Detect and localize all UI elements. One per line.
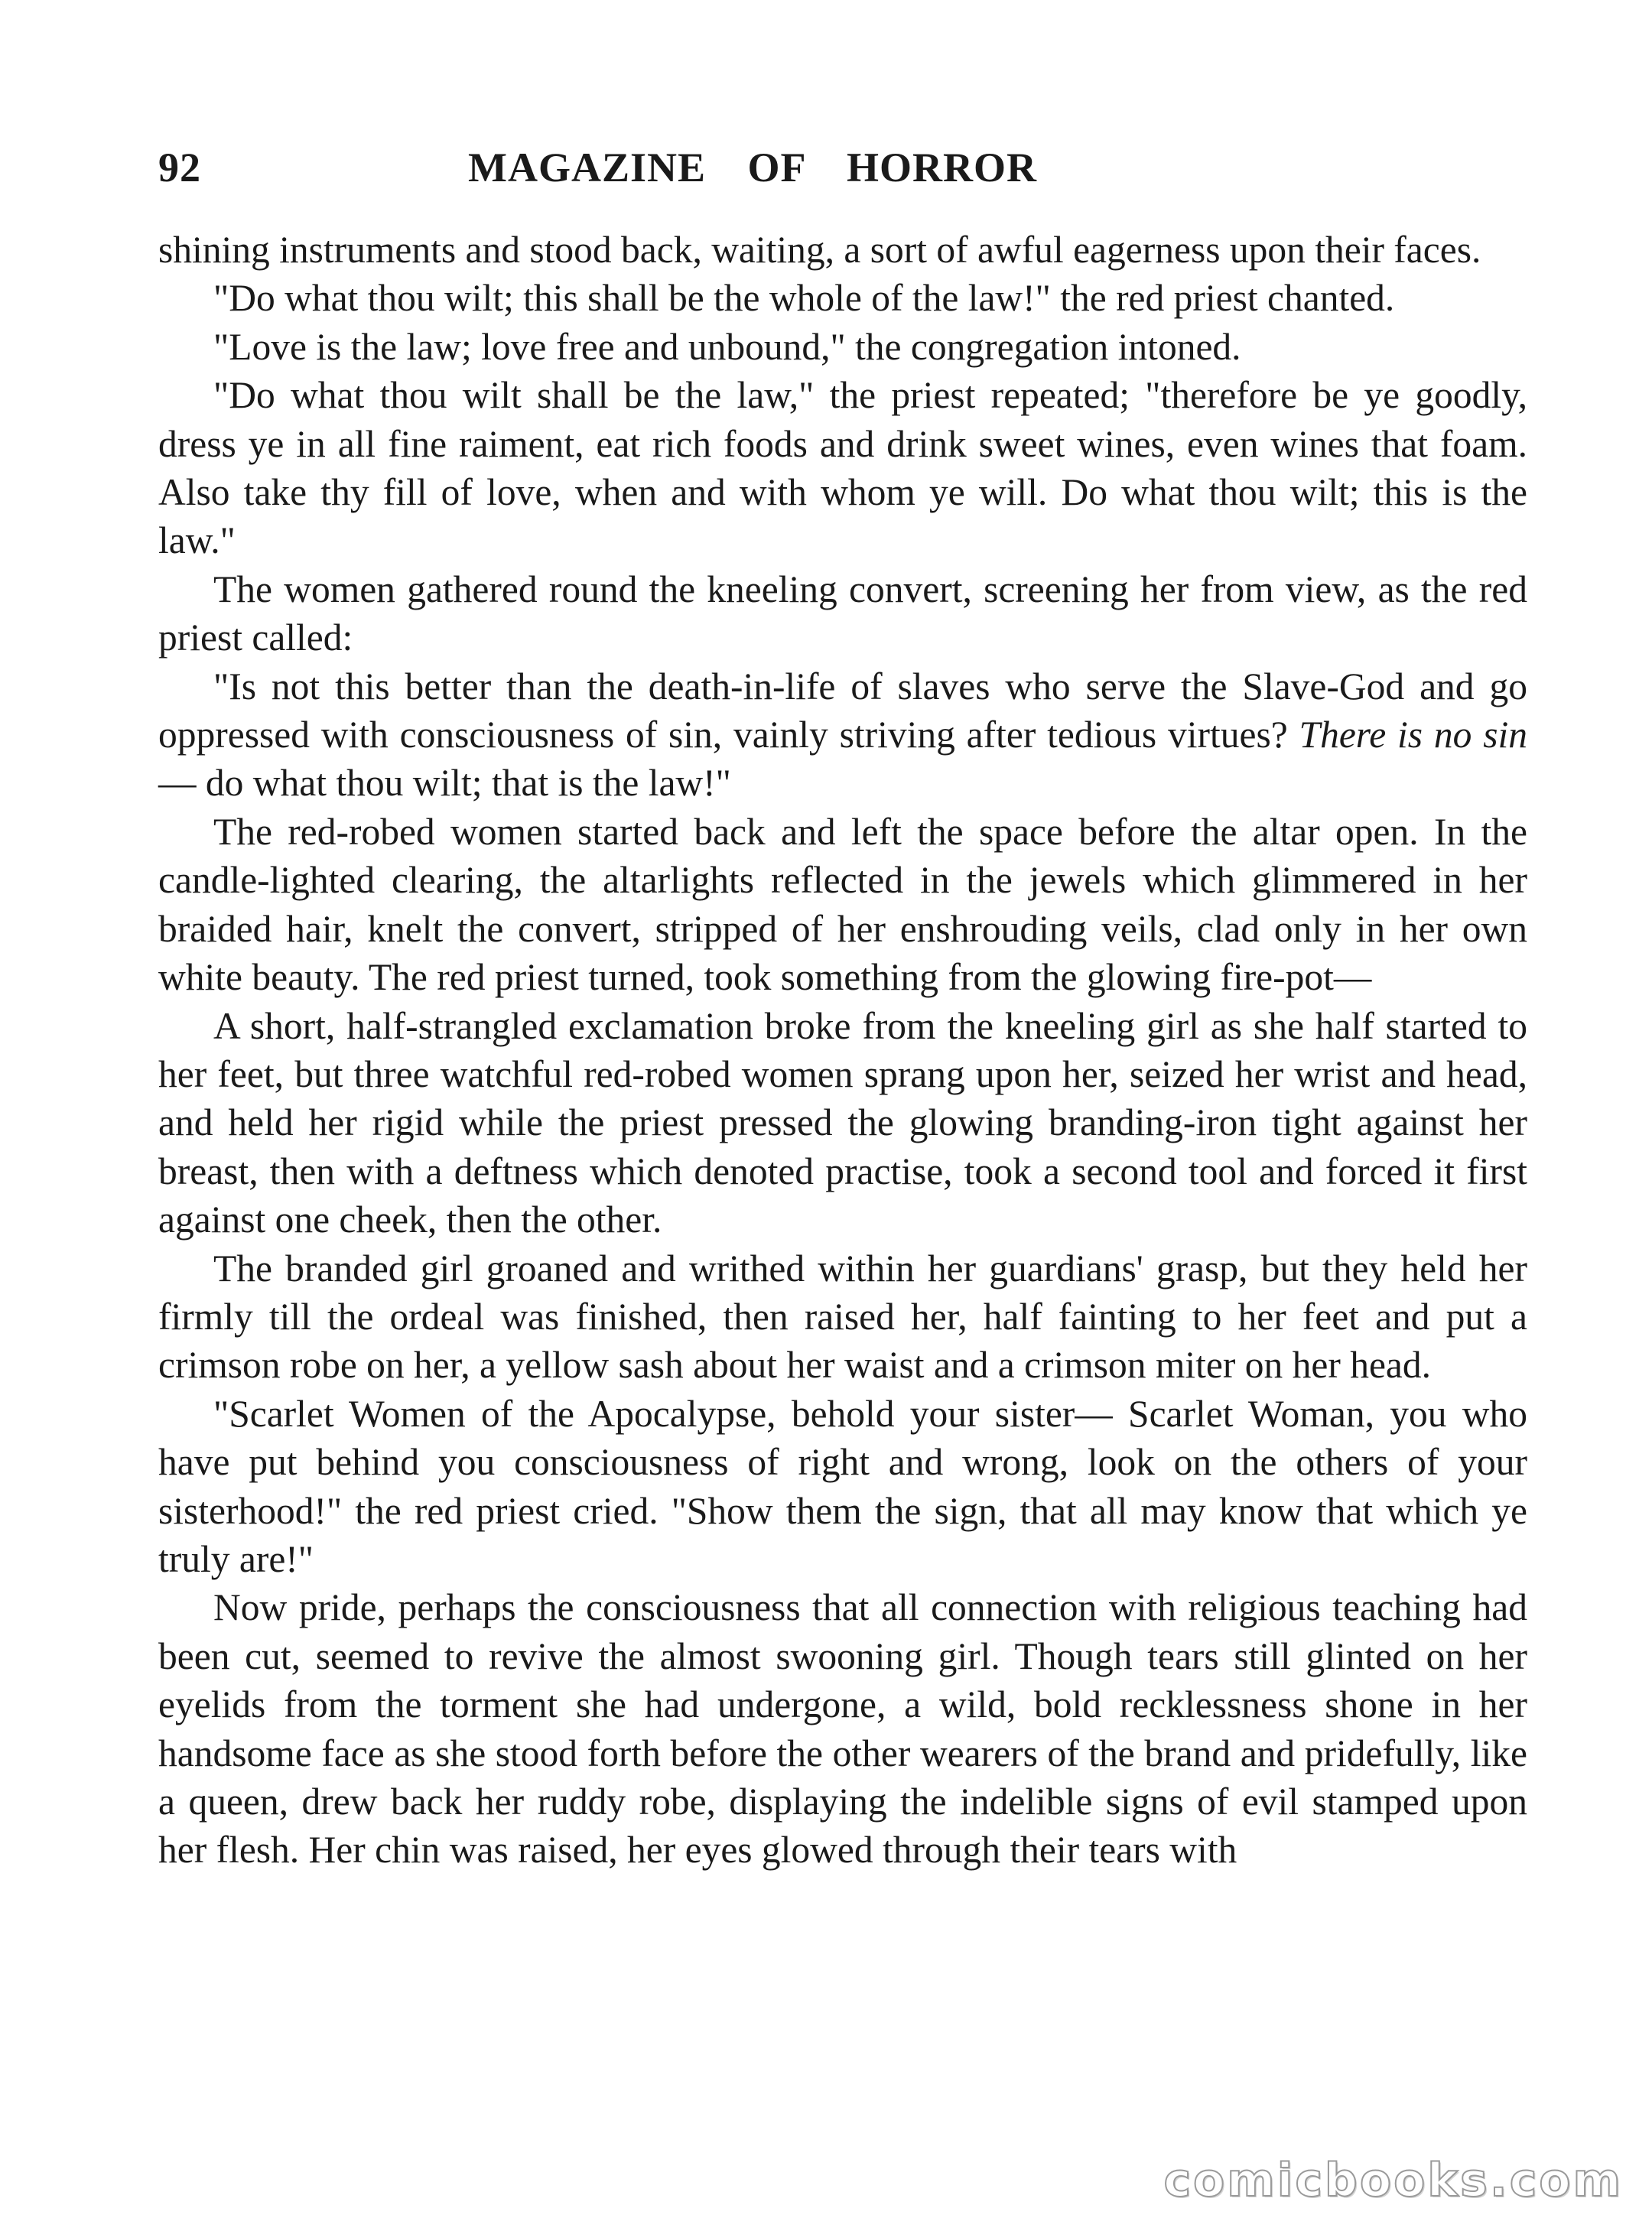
italic-phrase: There is no sin (1299, 714, 1528, 756)
paragraph: Now pride, perhaps the consciousness that all connection with religious teaching had been cut, seemed to revive the almost swooning girl. Though tears still glinted on her eyelids from the torment she had undergone, a wild, bold recklessness shone in her handsome face as she stood forth before the other wearers of the brand and pridefully, like a queen, drew back her ruddy robe, displaying the indelible signs of evil stamped upon her flesh. Her chin was raised, her eyes glowed through their tears with (158, 1586, 1527, 1872)
paragraph-text: "Is not this better than the death-in-life of slaves who serve the Slave-God and go oppressed with consciousness of sin, vainly striving after tedious virtues? (158, 665, 1527, 756)
watermark: comicbooks.com (1163, 2154, 1623, 2207)
paragraph: The women gathered round the kneeling convert, screening her from view, as the red priest called: (158, 568, 1527, 659)
paragraph (158, 662, 1527, 808)
paragraph: "Do what thou wilt shall be the law," the priest repeated; "therefore be ye goodly, dress ye in all fine raiment, eat rich foods and drink sweet wines, even wines that foam. Also take thy fill of love, when and with whom ye will. Do what thou wilt; this is the law." (158, 374, 1527, 562)
page-number: 92 (158, 145, 201, 190)
paragraph-text: — do what thou wilt; that is the law!" (158, 762, 731, 805)
page-header (158, 144, 1527, 197)
paragraph: "Do what thou wilt; this shall be the whole of the law!" the red priest chanted. (213, 277, 1395, 320)
paragraph: The branded girl groaned and writhed within her guardians' grasp, but they held her firmly till the ordeal was finished, then raised her, half fainting to her feet and put a crimson robe on her, a yellow sash about her waist and a crimson miter on her head. (158, 1247, 1527, 1387)
paragraph: "Love is the law; love free and unbound," the congregation intoned. (213, 325, 1241, 368)
paragraph: shining instruments and stood back, waiting, a sort of awful eagerness upon their faces. (158, 229, 1481, 271)
paragraph: A short, half-strangled exclamation broke from the kneeling girl as she half started to her feet, but three watchful red-robed women sprang upon her, seized her wrist and head, and held her rigid while the priest pressed the glowing branding-iron tight against her breast, then with a deftness which denoted practise, took a second tool and forced it first against one cheek, then the other. (158, 1004, 1527, 1241)
paragraph: "Scarlet Women of the Apocalypse, behold your sister— Scarlet Woman, you who have put behind you consciousness of right and wrong, look on the others of your sisterhood!" the red priest cried. "Show them the sign, that all may know that which ye truly are!" (158, 1392, 1527, 1580)
running-head: MAGAZINE OF HORROR (468, 145, 1037, 190)
paragraph: The red-robed women started back and left the space before the altar open. In the candle-lighted clearing, the altarlights reflected in the jewels which glimmered in her braided hair, knelt the convert, stripped of her enshrouding veils, clad only in her own white beauty. The red priest turned, took something from the glowing fire-pot— (158, 810, 1527, 999)
story-text (158, 226, 1527, 1875)
